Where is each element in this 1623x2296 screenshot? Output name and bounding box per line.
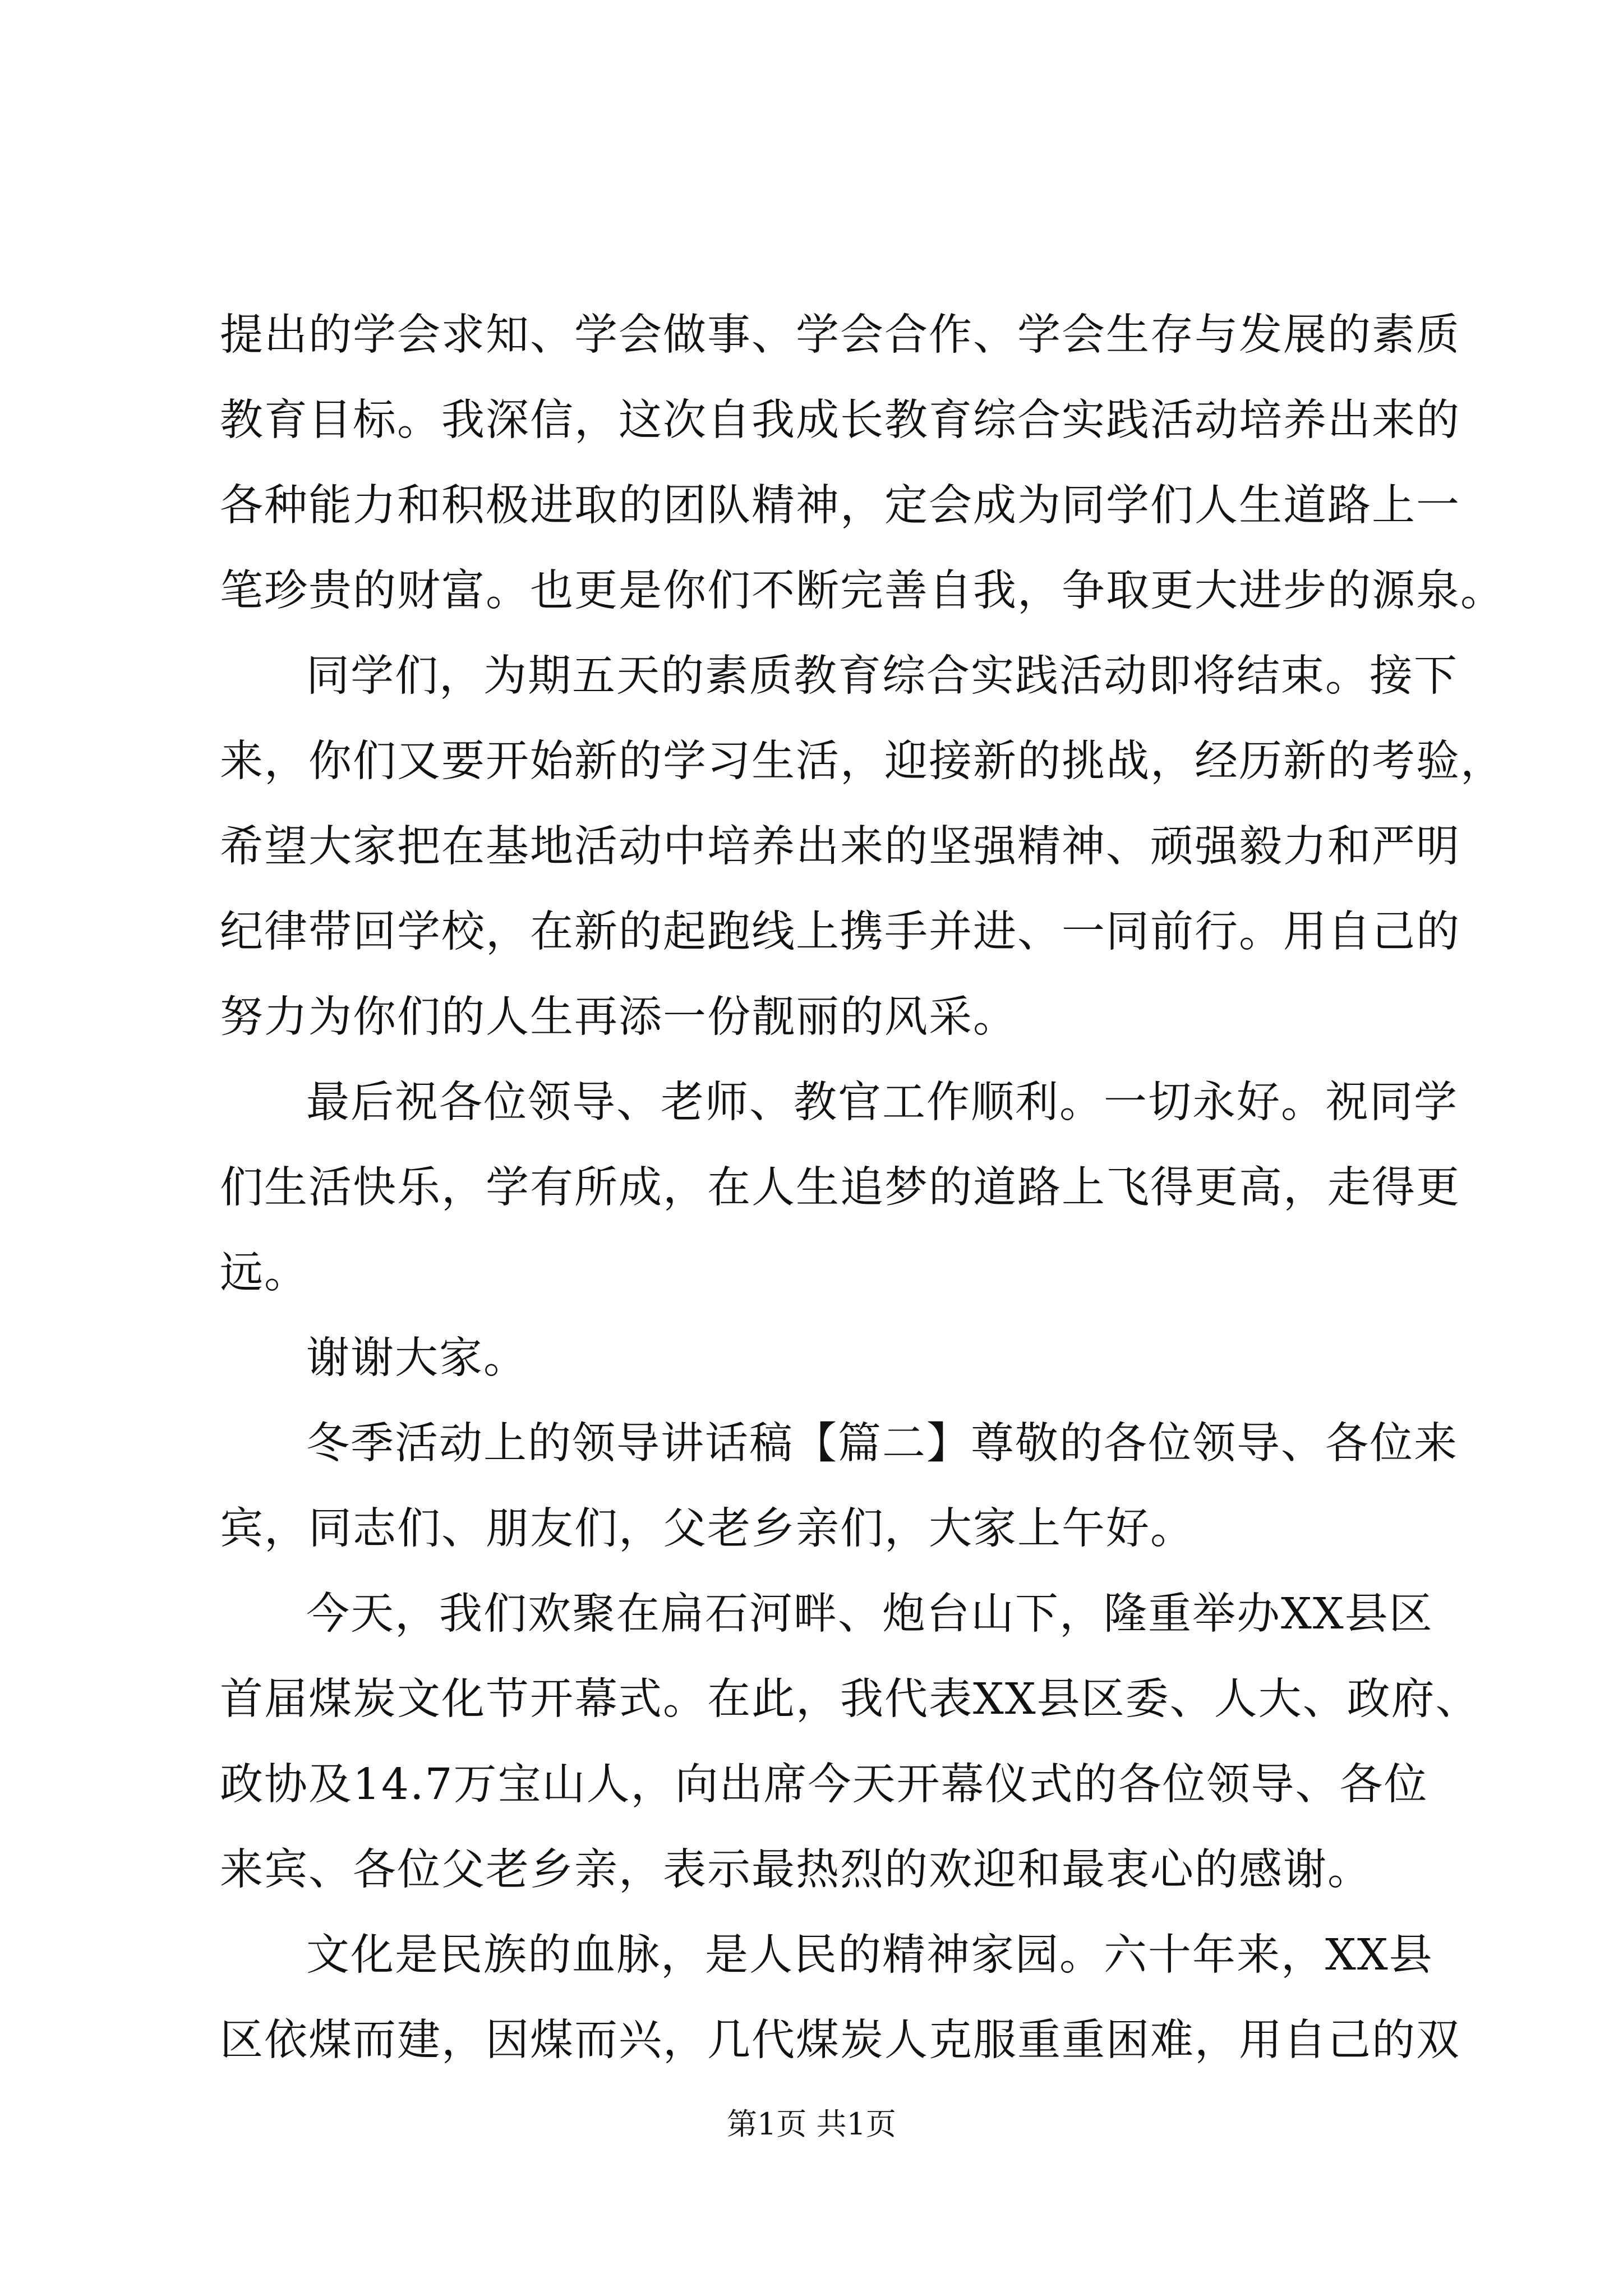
text-line: 首届煤炭文化节开幕式。在此，我代表XX县区委、人大、政府、 bbox=[220, 1674, 1480, 1724]
text-line: 希望大家把在基地活动中培养出来的坚强精神、顽强毅力和严明 bbox=[220, 822, 1460, 872]
text-line: 远。 bbox=[220, 1248, 308, 1298]
text-line: 来，你们又要开始新的学习生活，迎接新的挑战，经历新的考验， bbox=[220, 737, 1505, 786]
text-line: 各种能力和积极进取的团队精神，定会成为同学们人生道路上一 bbox=[220, 481, 1460, 531]
paragraph-start-line: 最后祝各位领导、老师、教官工作顺利。一切永好。祝同学 bbox=[306, 1078, 1458, 1128]
text-line: 提出的学会求知、学会做事、学会合作、学会生存与发展的素质 bbox=[220, 310, 1460, 360]
paragraph-start-line: 谢谢大家。 bbox=[306, 1333, 528, 1383]
text-line: 纪律带回学校，在新的起跑线上携手并进、一同前行。用自己的 bbox=[220, 907, 1460, 957]
paragraph-start-line: 今天，我们欢聚在扁石河畔、炮台山下，隆重举办XX县区 bbox=[306, 1589, 1433, 1639]
text-line: 教育目标。我深信，这次自我成长教育综合实践活动培养出来的 bbox=[220, 395, 1460, 445]
paragraph-start-line: 冬季活动上的领导讲话稿【篇二】尊敬的各位领导、各位来 bbox=[306, 1419, 1458, 1469]
paragraph-start-line: 文化是民族的血脉，是人民的精神家园。六十年来，XX县 bbox=[306, 1930, 1433, 1980]
text-line: 努力为你们的人生再添一份靓丽的风采。 bbox=[220, 992, 1017, 1042]
text-line: 来宾、各位父老乡亲，表示最热烈的欢迎和最衷心的感谢。 bbox=[220, 1845, 1372, 1895]
text-line: 区依煤而建，因煤而兴，几代煤炭人克服重重困难，用自己的双 bbox=[220, 2016, 1460, 2065]
text-line: 笔珍贵的财富。也更是你们不断完善自我，争取更大进步的源泉。 bbox=[220, 566, 1505, 616]
text-line: 政协及14.7万宝山人，向出席今天开幕仪式的各位领导、各位 bbox=[220, 1760, 1428, 1810]
text-line: 宾，同志们、朋友们，父老乡亲们，大家上午好。 bbox=[220, 1504, 1195, 1554]
page-number-footer: 第1页 共1页 bbox=[727, 2106, 896, 2142]
text-line: 们生活快乐，学有所成，在人生追梦的道路上飞得更高，走得更 bbox=[220, 1163, 1460, 1213]
paragraph-start-line: 同学们，为期五天的素质教育综合实践活动即将结束。接下 bbox=[306, 651, 1458, 701]
